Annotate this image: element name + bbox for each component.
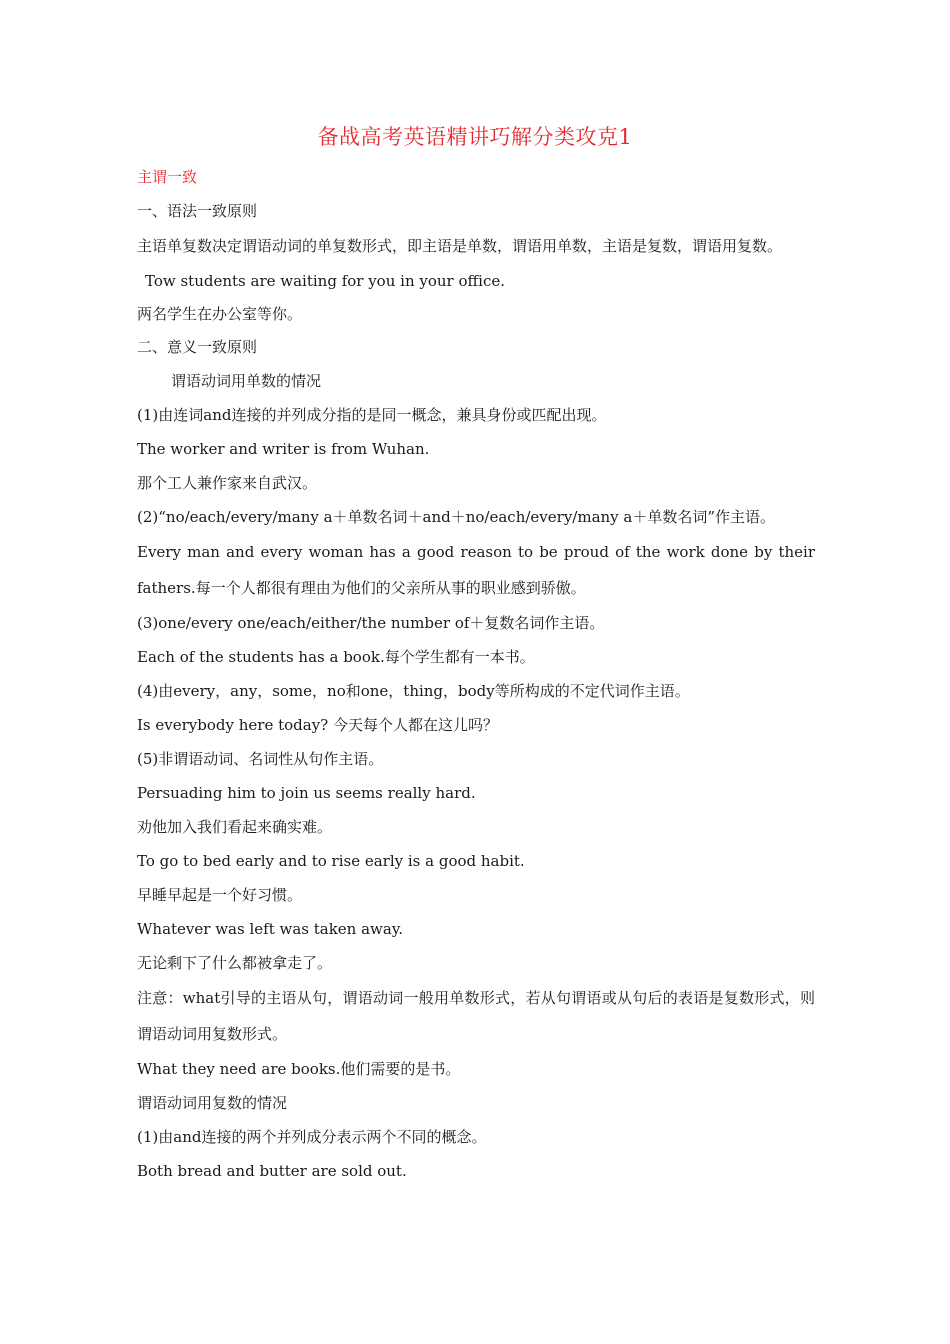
example-sentence: Persuading him to join us seems really hard. bbox=[137, 784, 476, 802]
example-sentence: Tow students are waiting for you in your office. bbox=[145, 272, 506, 290]
example-sentence: Every man and every woman has a good reason to be proud of the work done by their fathers.每一个人都很有理由为他们的父亲所从事的职业感到骄傲。 bbox=[137, 543, 815, 597]
rule-item: (3)one/every one/each/either/the number of＋复数名词作主语。 bbox=[137, 614, 605, 632]
example-sentence: Each of the students has a book.每个学生都有一本书。 bbox=[137, 648, 535, 666]
example-translation: 无论剩下了什么都被拿走了。 bbox=[137, 954, 333, 972]
paragraph: 主语单复数决定谓语动词的单复数形式，即主语是单数，谓语用单数，主语是复数，谓语用复数。 bbox=[137, 237, 783, 255]
example-sentence: Whatever was left was taken away. bbox=[137, 920, 404, 938]
example-sentence: Both bread and butter are sold out. bbox=[137, 1162, 407, 1180]
example-translation: 劝他加入我们看起来确实难。 bbox=[137, 818, 333, 836]
section-heading: 主谓一致 bbox=[137, 168, 198, 186]
rule-item: (1)由连词and连接的并列成分指的是同一概念，兼具身份或匹配出现。 bbox=[137, 406, 607, 424]
note-paragraph: 注意：what引导的主语从句，谓语动词一般用单数形式，若从句谓语或从句后的表语是复数形式，则谓语动词用复数形式。 bbox=[137, 989, 815, 1043]
subheading-plural-cases: 谓语动词用复数的情况 bbox=[137, 1094, 288, 1112]
rule-item: (5)非谓语动词、名词性从句作主语。 bbox=[137, 750, 384, 768]
rule-item: (2)“no/each/every/many a＋单数名词＋and＋no/each/every/many a＋单数名词”作主语。 bbox=[137, 508, 776, 526]
example-translation: 早睡早起是一个好习惯。 bbox=[137, 886, 303, 904]
rule-item: (4)由every，any，some，no和one，thing，body等所构成的不定代词作主语。 bbox=[137, 682, 690, 700]
example-sentence: The worker and writer is from Wuhan. bbox=[137, 440, 430, 458]
example-sentence: Is everybody here today? 今天每个人都在这儿吗？ bbox=[137, 716, 498, 734]
example-sentence: To go to bed early and to rise early is a good habit. bbox=[137, 852, 525, 870]
subheading-singular-cases: 谓语动词用单数的情况 bbox=[171, 372, 322, 390]
rule-item: (1)由and连接的两个并列成分表示两个不同的概念。 bbox=[137, 1128, 487, 1146]
subheading-grammar-agreement: 一、语法一致原则 bbox=[137, 202, 258, 220]
document-title: 备战高考英语精讲巧解分类攻克1 bbox=[317, 125, 633, 149]
example-translation: 两名学生在办公室等你。 bbox=[137, 305, 303, 323]
document-body bbox=[137, 160, 815, 1188]
subheading-meaning-agreement: 二、意义一致原则 bbox=[137, 338, 258, 356]
example-sentence: What they need are books.他们需要的是书。 bbox=[137, 1060, 461, 1078]
example-translation: 那个工人兼作家来自武汉。 bbox=[137, 474, 318, 492]
